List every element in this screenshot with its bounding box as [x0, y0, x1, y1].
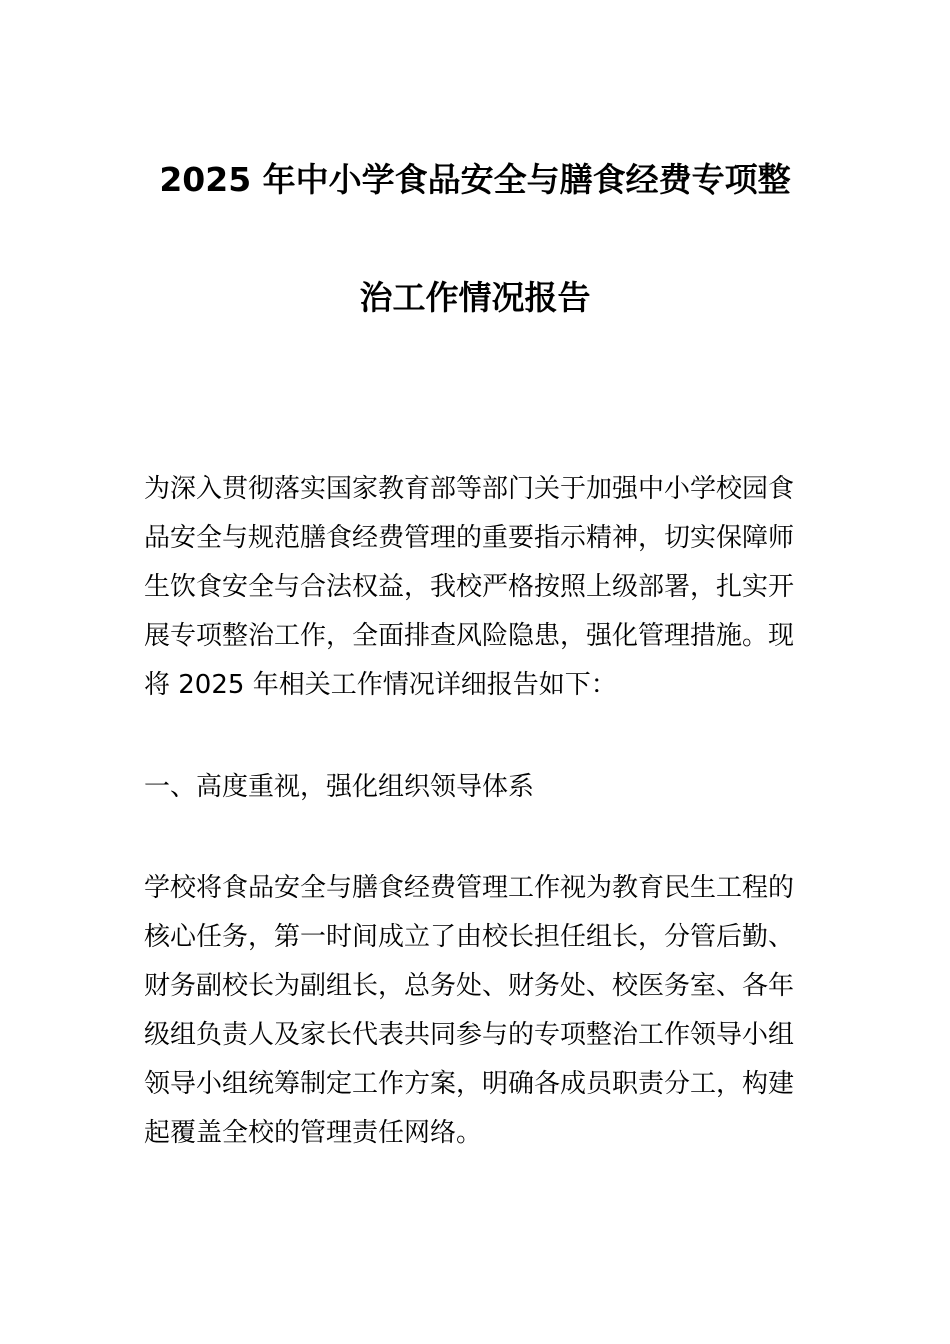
report-title-line-1: 2025 年中小学食品安全与膳食经费专项整 — [159, 160, 791, 199]
intro-paragraph-line: 将 2025 年相关工作情况详细报告如下： — [144, 670, 617, 700]
intro-paragraph-line: 展专项整治工作，全面排查风险隐患，强化管理措施。现 — [144, 621, 795, 651]
intro-paragraph-line: 品安全与规范膳食经费管理的重要指示精神，切实保障师 — [144, 523, 795, 553]
section-1-paragraph-line: 学校将食品安全与膳食经费管理工作视为教育民生工程的 — [144, 873, 795, 903]
intro-paragraph-line: 生饮食安全与合法权益，我校严格按照上级部署，扎实开 — [144, 572, 795, 602]
report-title-line-2: 治工作情况报告 — [359, 278, 591, 317]
section-1-paragraph-line: 起覆盖全校的管理责任网络。 — [144, 1118, 483, 1148]
intro-paragraph-line: 为深入贯彻落实国家教育部等部门关于加强中小学校园食 — [144, 474, 795, 504]
section-1-paragraph-line: 财务副校长为副组长，总务处、财务处、校医务室、各年 — [144, 971, 795, 1001]
section-1-paragraph-line: 领导小组统筹制定工作方案，明确各成员职责分工，构建 — [144, 1069, 795, 1099]
section-1-heading: 一、高度重视，强化组织领导体系 — [144, 772, 535, 802]
section-1-paragraph-line: 级组负责人及家长代表共同参与的专项整治工作领导小组 — [144, 1020, 795, 1050]
section-1-paragraph-line: 核心任务，第一时间成立了由校长担任组长，分管后勤、 — [144, 922, 795, 952]
